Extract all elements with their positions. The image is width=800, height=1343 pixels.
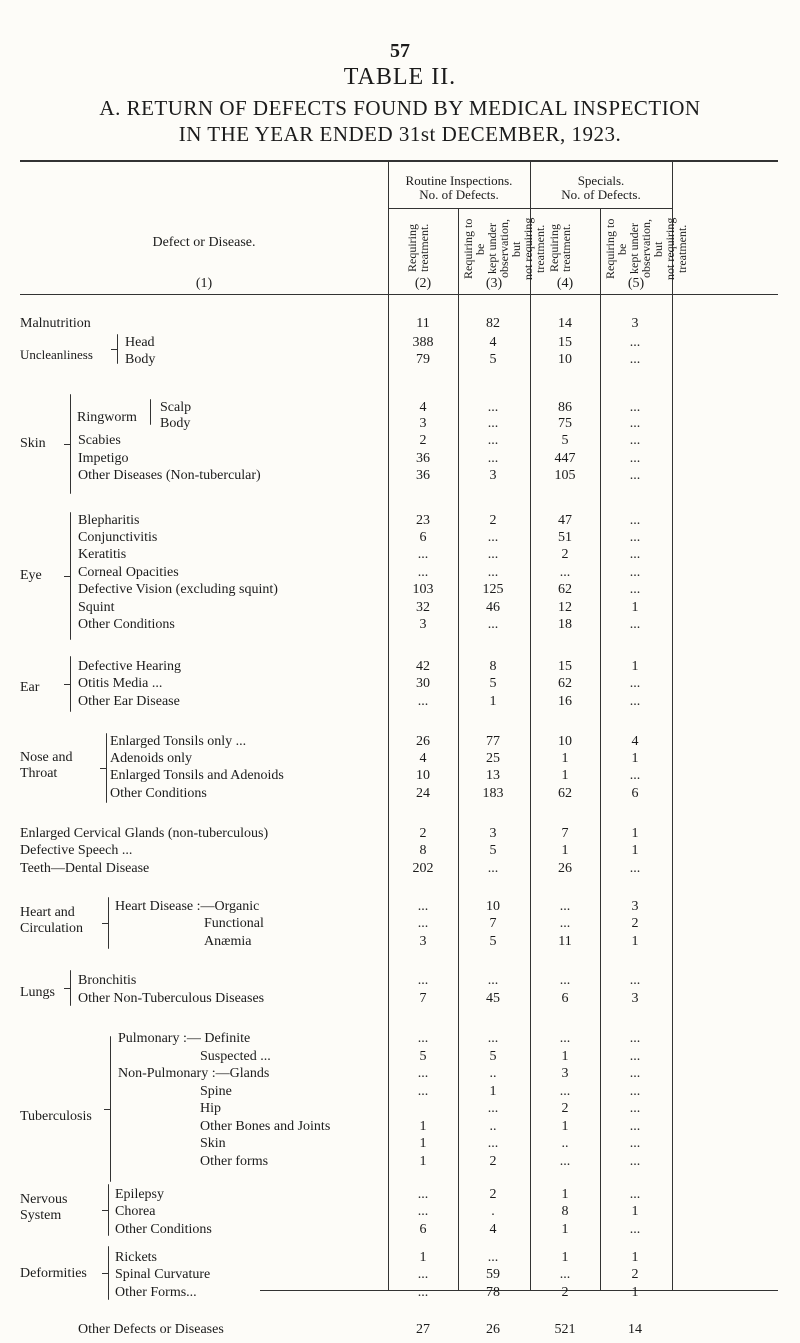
row-value-col3: ... bbox=[487, 400, 499, 415]
row-value-col2: 3 bbox=[419, 617, 427, 632]
group-uncleanliness: Uncleanliness bbox=[20, 347, 93, 362]
row-value-col3: 25 bbox=[486, 751, 500, 766]
row-value-col2: ... bbox=[417, 973, 429, 988]
row-value-col2: 202 bbox=[412, 861, 434, 876]
row-value-col3: ... bbox=[487, 1136, 499, 1151]
brace-heart bbox=[108, 897, 109, 949]
row-label: Hip bbox=[200, 1101, 221, 1116]
brace-uncleanliness bbox=[117, 334, 118, 364]
row-label: Other Defects or Diseases bbox=[78, 1322, 224, 1337]
group-circulation: Circulation bbox=[20, 921, 83, 936]
row-value-col2: 79 bbox=[416, 352, 430, 367]
group-ringworm: Ringworm bbox=[77, 410, 137, 425]
row-value-col3: 1 bbox=[489, 694, 497, 709]
row-value-col5: 1 bbox=[631, 843, 639, 858]
row-label: Malnutrition bbox=[20, 316, 91, 331]
row-value-col5: 1 bbox=[631, 751, 639, 766]
row-value-col2: 4 bbox=[419, 400, 427, 415]
colnum-2: (2) bbox=[414, 276, 432, 291]
header-defect: Defect or Disease. bbox=[152, 235, 256, 250]
colnum-1: (1) bbox=[195, 276, 213, 291]
row-value-col2: 8 bbox=[419, 843, 427, 858]
row-value-col4: 1 bbox=[561, 843, 569, 858]
row-label: Teeth—Dental Disease bbox=[20, 861, 150, 876]
row-value-col5: ... bbox=[629, 1101, 641, 1116]
row-value-col5: ... bbox=[629, 861, 641, 876]
row-value-col2: 6 bbox=[419, 530, 427, 545]
row-label: Scabies bbox=[78, 433, 121, 448]
row-value-col3: 2 bbox=[489, 513, 497, 528]
row-value-col2: 24 bbox=[416, 786, 430, 801]
row-value-col2: 3 bbox=[419, 934, 427, 949]
row-value-col5: ... bbox=[629, 1031, 641, 1046]
row-value-col5: ... bbox=[629, 768, 641, 783]
row-value-col5: 3 bbox=[631, 991, 639, 1006]
row-label: Scalp bbox=[160, 400, 192, 415]
row-value-col5: ... bbox=[629, 694, 641, 709]
row-value-col3: 5 bbox=[489, 843, 497, 858]
row-value-col2: ... bbox=[417, 916, 429, 931]
row-value-col3: 3 bbox=[489, 826, 497, 841]
colnum-4: (4) bbox=[556, 276, 574, 291]
brace-tuberculosis bbox=[110, 1036, 111, 1182]
row-value-col5: 1 bbox=[631, 600, 639, 615]
row-value-col3: 5 bbox=[489, 934, 497, 949]
row-value-col3: ... bbox=[487, 451, 499, 466]
row-value-col2: ... bbox=[417, 694, 429, 709]
row-value-col4: 8 bbox=[561, 1204, 569, 1219]
brace-lungs bbox=[70, 970, 71, 1006]
brace-skin bbox=[70, 394, 71, 494]
brace-nervous bbox=[108, 1184, 109, 1236]
row-value-col5: 4 bbox=[631, 734, 639, 749]
header-specials-treatment: Requiring treatment. bbox=[547, 223, 573, 273]
group-throat: Throat bbox=[20, 766, 58, 781]
header-specials-observation: Requiring to be kept under observation, but not requiring treatment. bbox=[603, 217, 689, 281]
group-sub-rule-specials bbox=[530, 208, 672, 209]
row-value-col3: 2 bbox=[489, 1154, 497, 1169]
row-label: Epilepsy bbox=[115, 1187, 164, 1202]
row-label: Other Ear Disease bbox=[78, 694, 180, 709]
row-value-col4: .. bbox=[561, 1136, 569, 1151]
row-value-col5: 1 bbox=[631, 1204, 639, 1219]
header-routine-group: Routine Inspections. bbox=[405, 173, 513, 188]
row-label: Other Diseases (Non-tubercular) bbox=[78, 468, 261, 483]
row-value-col3: 10 bbox=[486, 899, 500, 914]
row-label: Anæmia bbox=[204, 934, 252, 949]
row-value-col5: ... bbox=[629, 582, 641, 597]
row-value-col4: 12 bbox=[558, 600, 572, 615]
row-value-col3: .. bbox=[489, 1119, 497, 1134]
row-value-col4: 1 bbox=[561, 751, 569, 766]
row-label: Conjunctivitis bbox=[78, 530, 158, 545]
row-value-col4: ... bbox=[559, 1084, 571, 1099]
row-value-col2: 2 bbox=[419, 826, 427, 841]
row-label: Other forms bbox=[200, 1154, 269, 1169]
row-value-col3: 82 bbox=[486, 316, 500, 331]
row-value-col3: 78 bbox=[486, 1285, 500, 1300]
colnum-5: (5) bbox=[627, 276, 645, 291]
row-value-col5: ... bbox=[629, 1222, 641, 1237]
col-divider-5 bbox=[672, 160, 673, 1290]
table-heading-line1: A. RETURN OF DEFECTS FOUND BY MEDICAL INSPECTION bbox=[99, 96, 701, 120]
row-value-col4: 26 bbox=[558, 861, 572, 876]
row-value-col4: 3 bbox=[561, 1066, 569, 1081]
row-value-col2: 11 bbox=[416, 316, 430, 331]
row-value-col2: ... bbox=[417, 547, 429, 562]
row-value-col2: 32 bbox=[416, 600, 430, 615]
row-value-col5: 1 bbox=[631, 659, 639, 674]
row-value-col5: ... bbox=[629, 1084, 641, 1099]
row-value-col5: 3 bbox=[631, 899, 639, 914]
row-value-col5: ... bbox=[629, 1154, 641, 1169]
row-value-col3: ... bbox=[487, 1031, 499, 1046]
row-value-col4: 62 bbox=[558, 786, 572, 801]
row-label: Suspected ... bbox=[200, 1049, 271, 1064]
row-value-col4: 10 bbox=[558, 734, 572, 749]
row-label: Defective Hearing bbox=[78, 659, 181, 674]
row-value-col4: 105 bbox=[554, 468, 576, 483]
row-label: Other Conditions bbox=[78, 617, 175, 632]
row-label: Functional bbox=[204, 916, 264, 931]
row-label: Otitis Media ... bbox=[78, 676, 163, 691]
row-value-col3: 59 bbox=[486, 1267, 500, 1282]
row-value-col2: 103 bbox=[412, 582, 434, 597]
row-value-col4: ... bbox=[559, 973, 571, 988]
row-label: Pulmonary :— Definite bbox=[118, 1031, 251, 1046]
row-label: Other Non-Tuberculous Diseases bbox=[78, 991, 265, 1006]
row-value-col2: 36 bbox=[416, 468, 430, 483]
row-label: Enlarged Tonsils only ... bbox=[110, 734, 247, 749]
row-value-col3: 4 bbox=[489, 335, 497, 350]
row-value-col4: ... bbox=[559, 1267, 571, 1282]
row-value-col2: 3 bbox=[419, 416, 427, 431]
row-value-col4: 14 bbox=[558, 316, 572, 331]
row-value-col2: 36 bbox=[416, 451, 430, 466]
row-value-col5: 2 bbox=[631, 1267, 639, 1282]
row-label: Blepharitis bbox=[78, 513, 140, 528]
row-value-col4: 16 bbox=[558, 694, 572, 709]
row-value-col5: 2 bbox=[631, 916, 639, 931]
group-system: System bbox=[20, 1208, 62, 1223]
header-specials-group: Specials. bbox=[577, 173, 625, 188]
row-value-col5: ... bbox=[629, 513, 641, 528]
row-value-col3: ... bbox=[487, 565, 499, 580]
row-label: Impetigo bbox=[78, 451, 129, 466]
row-value-col5: ... bbox=[629, 676, 641, 691]
row-value-col4: 11 bbox=[558, 934, 572, 949]
row-value-col5: 14 bbox=[628, 1322, 642, 1337]
row-label: Other Conditions bbox=[115, 1222, 212, 1237]
row-value-col2: 10 bbox=[416, 768, 430, 783]
page-number: 57 bbox=[390, 40, 410, 62]
row-value-col4: 2 bbox=[561, 547, 569, 562]
row-label: Keratitis bbox=[78, 547, 127, 562]
row-value-col5: ... bbox=[629, 617, 641, 632]
group-ear: Ear bbox=[20, 680, 40, 695]
row-value-col5: ... bbox=[629, 530, 641, 545]
row-label: Body bbox=[160, 416, 191, 431]
row-value-col2: 42 bbox=[416, 659, 430, 674]
row-value-col5: ... bbox=[629, 565, 641, 580]
row-value-col4: 62 bbox=[558, 582, 572, 597]
row-value-col4: ... bbox=[559, 899, 571, 914]
row-value-col3: ... bbox=[487, 547, 499, 562]
row-value-col2: 26 bbox=[416, 734, 430, 749]
row-value-col3: 77 bbox=[486, 734, 500, 749]
row-value-col2: 23 bbox=[416, 513, 430, 528]
row-value-col2: 4 bbox=[419, 751, 427, 766]
row-value-col3: 26 bbox=[486, 1322, 500, 1337]
row-label: Body bbox=[125, 352, 156, 367]
group-nose-and: Nose and bbox=[20, 750, 73, 765]
group-heart-and: Heart and bbox=[20, 905, 75, 920]
row-value-col5: ... bbox=[629, 1119, 641, 1134]
row-label: Other Forms... bbox=[115, 1285, 197, 1300]
group-skin: Skin bbox=[20, 436, 46, 451]
row-label: Spine bbox=[200, 1084, 232, 1099]
row-label: Other Conditions bbox=[110, 786, 207, 801]
row-value-col4: 51 bbox=[558, 530, 572, 545]
row-value-col3: ... bbox=[487, 433, 499, 448]
row-label: Enlarged Tonsils and Adenoids bbox=[110, 768, 284, 783]
row-value-col3: 1 bbox=[489, 1084, 497, 1099]
row-value-col5: 1 bbox=[631, 1285, 639, 1300]
row-value-col3: ... bbox=[487, 973, 499, 988]
group-tuberculosis: Tuberculosis bbox=[20, 1109, 92, 1124]
row-value-col5: ... bbox=[629, 547, 641, 562]
row-value-col4: 47 bbox=[558, 513, 572, 528]
group-sub-rule-routine bbox=[388, 208, 530, 209]
row-label: Rickets bbox=[115, 1250, 157, 1265]
row-value-col4: 62 bbox=[558, 676, 572, 691]
row-value-col3: 5 bbox=[489, 1049, 497, 1064]
row-value-col3: 2 bbox=[489, 1187, 497, 1202]
row-value-col4: 521 bbox=[554, 1322, 576, 1337]
row-value-col4: 6 bbox=[561, 991, 569, 1006]
row-value-col4: 2 bbox=[561, 1101, 569, 1116]
row-value-col2: 7 bbox=[419, 991, 427, 1006]
group-lungs: Lungs bbox=[20, 985, 55, 1000]
row-value-col2: ... bbox=[417, 1267, 429, 1282]
row-value-col3: ... bbox=[487, 530, 499, 545]
row-value-col5: ... bbox=[629, 451, 641, 466]
row-value-col4: 1 bbox=[561, 1222, 569, 1237]
header-specials-group-sub: No. of Defects. bbox=[561, 187, 641, 202]
row-value-col4: 1 bbox=[561, 1250, 569, 1265]
row-label: Defective Vision (excluding squint) bbox=[78, 582, 278, 597]
row-value-col5: 1 bbox=[631, 826, 639, 841]
row-value-col3: 45 bbox=[486, 991, 500, 1006]
row-label: Adenoids only bbox=[110, 751, 193, 766]
row-value-col3: 3 bbox=[489, 468, 497, 483]
row-value-col3: ... bbox=[487, 1250, 499, 1265]
row-value-col4: 15 bbox=[558, 659, 572, 674]
row-label: Squint bbox=[78, 600, 115, 615]
row-value-col4: ... bbox=[559, 565, 571, 580]
row-value-col4: 1 bbox=[561, 768, 569, 783]
row-value-col5: ... bbox=[629, 973, 641, 988]
row-value-col4: 1 bbox=[561, 1187, 569, 1202]
row-value-col2: 1 bbox=[419, 1250, 427, 1265]
row-value-col3: ... bbox=[487, 617, 499, 632]
colnum-3: (3) bbox=[485, 276, 503, 291]
header-bottom-rule bbox=[20, 294, 778, 295]
row-value-col4: 5 bbox=[561, 433, 569, 448]
row-value-col4: 447 bbox=[554, 451, 576, 466]
row-value-col2: ... bbox=[417, 1285, 429, 1300]
row-value-col4: 15 bbox=[558, 335, 572, 350]
row-value-col3: ... bbox=[487, 416, 499, 431]
row-value-col4: 75 bbox=[558, 416, 572, 431]
row-value-col3: 5 bbox=[489, 352, 497, 367]
row-label: Enlarged Cervical Glands (non-tuberculous) bbox=[20, 826, 269, 841]
row-value-col5: 1 bbox=[631, 934, 639, 949]
row-value-col5: 3 bbox=[631, 316, 639, 331]
row-value-col2: ... bbox=[417, 899, 429, 914]
row-label: Non-Pulmonary :—Glands bbox=[118, 1066, 270, 1081]
row-value-col4: 1 bbox=[561, 1119, 569, 1134]
row-value-col5: 6 bbox=[631, 786, 639, 801]
row-value-col2: 1 bbox=[419, 1136, 427, 1151]
row-value-col2: 30 bbox=[416, 676, 430, 691]
row-value-col4: 7 bbox=[561, 826, 569, 841]
row-value-col2: 6 bbox=[419, 1222, 427, 1237]
row-value-col3: .. bbox=[489, 1066, 497, 1081]
header-routine-observation: Requiring to be kept under observation, but not requiring treatment. bbox=[461, 217, 547, 281]
row-label: Head bbox=[125, 335, 155, 350]
row-label: Other Bones and Joints bbox=[200, 1119, 331, 1134]
row-value-col3: . bbox=[491, 1204, 495, 1219]
group-deformities: Deformities bbox=[20, 1266, 87, 1281]
row-value-col3: 5 bbox=[489, 676, 497, 691]
row-value-col2: ... bbox=[417, 1204, 429, 1219]
row-value-col2: ... bbox=[417, 1066, 429, 1081]
group-eye: Eye bbox=[20, 568, 42, 583]
row-value-col4: 18 bbox=[558, 617, 572, 632]
row-value-col5: ... bbox=[629, 1066, 641, 1081]
row-value-col2: ... bbox=[417, 1084, 429, 1099]
row-value-col2: 1 bbox=[419, 1154, 427, 1169]
row-value-col3: 125 bbox=[482, 582, 504, 597]
row-value-col2: ... bbox=[417, 1031, 429, 1046]
row-value-col2: 388 bbox=[412, 335, 434, 350]
row-value-col2: 2 bbox=[419, 433, 427, 448]
row-value-col3: 7 bbox=[489, 916, 497, 931]
row-value-col4: 10 bbox=[558, 352, 572, 367]
row-value-col2: 1 bbox=[419, 1119, 427, 1134]
row-value-col2: ... bbox=[417, 1187, 429, 1202]
row-value-col5: ... bbox=[629, 1136, 641, 1151]
row-value-col5: ... bbox=[629, 335, 641, 350]
row-value-col4: 1 bbox=[561, 1049, 569, 1064]
row-value-col2: 27 bbox=[416, 1322, 430, 1337]
row-label: Bronchitis bbox=[78, 973, 137, 988]
row-value-col4: 86 bbox=[558, 400, 572, 415]
brace-ringworm bbox=[150, 399, 151, 425]
row-label: Skin bbox=[200, 1136, 226, 1151]
table-label: TABLE II. bbox=[343, 64, 457, 90]
row-label: Corneal Opacities bbox=[78, 565, 179, 580]
row-value-col5: ... bbox=[629, 468, 641, 483]
header-routine-group-sub: No. of Defects. bbox=[419, 187, 499, 202]
row-value-col5: ... bbox=[629, 1187, 641, 1202]
row-value-col3: 46 bbox=[486, 600, 500, 615]
row-value-col5: ... bbox=[629, 416, 641, 431]
row-value-col2: ... bbox=[417, 565, 429, 580]
row-label: Defective Speech ... bbox=[20, 843, 133, 858]
brace-nose-throat bbox=[106, 733, 107, 803]
row-value-col3: 183 bbox=[482, 786, 504, 801]
row-value-col5: ... bbox=[629, 400, 641, 415]
row-value-col3: 13 bbox=[486, 768, 500, 783]
brace-eye bbox=[70, 512, 71, 640]
top-rule bbox=[20, 160, 778, 162]
row-label: Heart Disease :—Organic bbox=[115, 899, 260, 914]
row-value-col5: ... bbox=[629, 352, 641, 367]
row-value-col3: 4 bbox=[489, 1222, 497, 1237]
row-value-col2: 5 bbox=[419, 1049, 427, 1064]
header-routine-treatment: Requiring treatment. bbox=[405, 223, 431, 273]
row-value-col4: 2 bbox=[561, 1285, 569, 1300]
row-value-col3: 8 bbox=[489, 659, 497, 674]
row-value-col4: ... bbox=[559, 1031, 571, 1046]
row-value-col3: ... bbox=[487, 1101, 499, 1116]
row-value-col4: ... bbox=[559, 1154, 571, 1169]
row-value-col3: ... bbox=[487, 861, 499, 876]
brace-deformities bbox=[108, 1246, 109, 1300]
group-nervous: Nervous bbox=[20, 1192, 68, 1207]
row-label: Spinal Curvature bbox=[115, 1267, 211, 1282]
brace-ear bbox=[70, 656, 71, 712]
row-value-col4: ... bbox=[559, 916, 571, 931]
table-heading-line2: IN THE YEAR ENDED 31st DECEMBER, 1923. bbox=[178, 122, 622, 146]
row-value-col5: ... bbox=[629, 433, 641, 448]
row-value-col5: ... bbox=[629, 1049, 641, 1064]
row-value-col5: 1 bbox=[631, 1250, 639, 1265]
row-label: Chorea bbox=[115, 1204, 156, 1219]
